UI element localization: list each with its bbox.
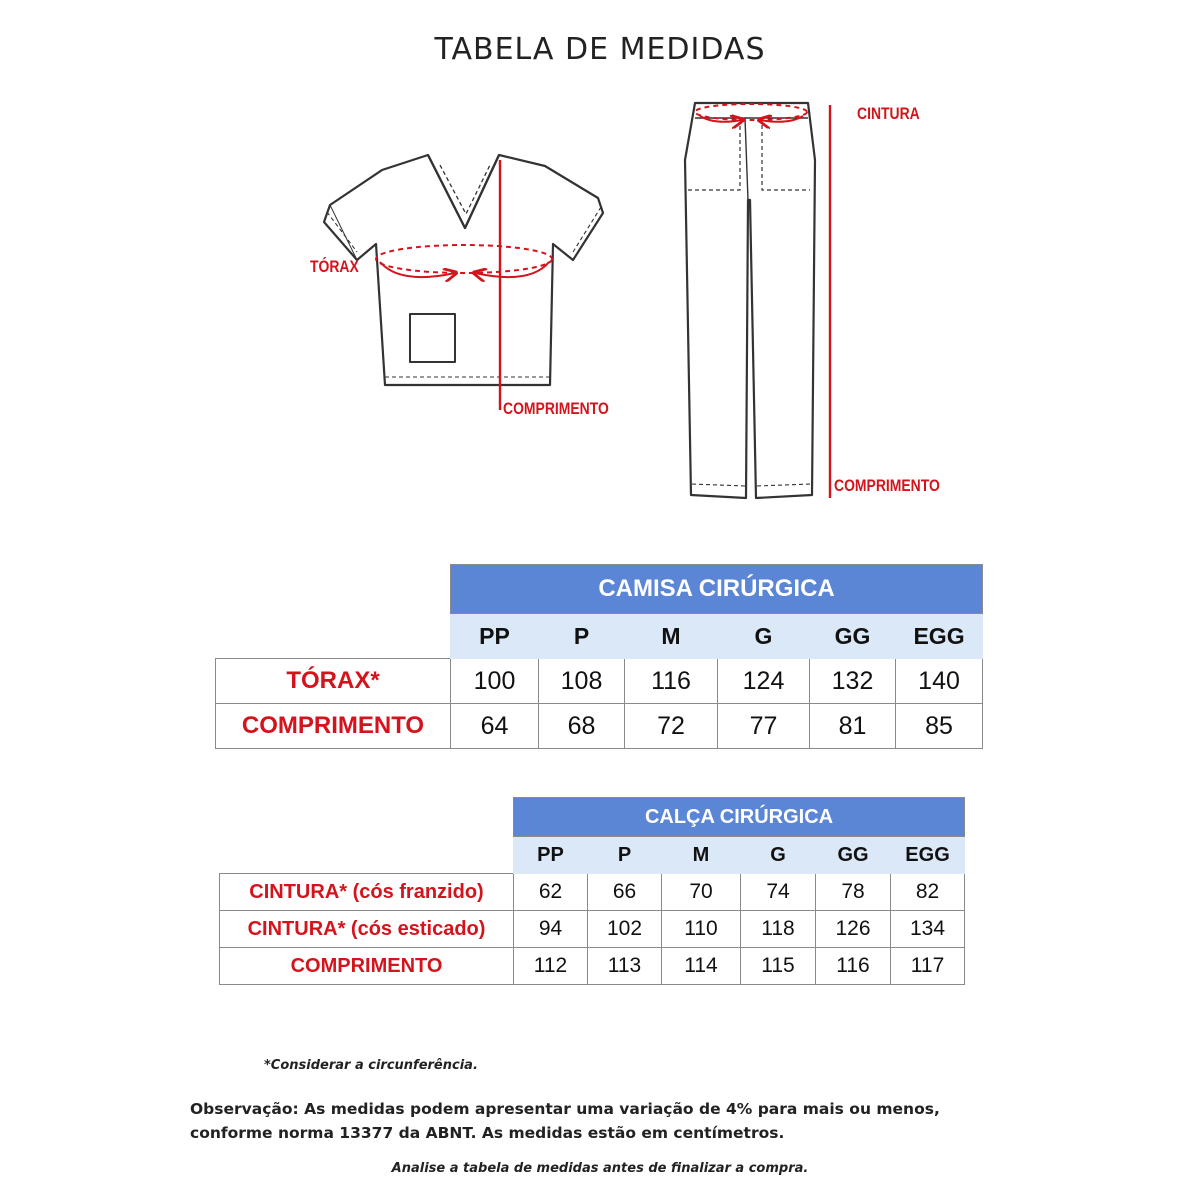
table-row: [216, 704, 983, 749]
shirt-pocket: [410, 314, 455, 362]
shirt-length-label: COMPRIMENTO: [503, 399, 609, 418]
table-cell: 112: [514, 948, 588, 985]
table-cell: 134: [891, 911, 965, 948]
table-cell: 62: [514, 874, 588, 911]
table-cell: 70: [662, 874, 741, 911]
waist-label: CINTURA: [857, 104, 920, 123]
table-cell: 132: [810, 659, 896, 704]
row-label-chest: TÓRAX*: [216, 659, 451, 704]
page-title: TABELA DE MEDIDAS: [434, 32, 766, 67]
pants-size-header: EGG: [891, 837, 965, 874]
pants-table-title: CALÇA CIRÚRGICA: [514, 798, 965, 837]
table-cell: 72: [625, 704, 718, 749]
closing-note: Analise a tabela de medidas antes de finalizar a compra.: [391, 1161, 809, 1176]
row-label-length: COMPRIMENTO: [220, 948, 514, 985]
table-cell: 108: [539, 659, 625, 704]
table-cell: 116: [625, 659, 718, 704]
row-label-waist-gathered: CINTURA* (cós franzido): [220, 874, 514, 911]
table-cell: 94: [514, 911, 588, 948]
garment-illustration: [0, 0, 1200, 540]
observation-note: Observação: As medidas podem apresentar uma variação de 4% para mais ou menos, conforme norma 13377 da ABNT. As medidas estão em centímetros.: [190, 1100, 940, 1142]
pants-size-header: G: [741, 837, 816, 874]
table-cell: 74: [741, 874, 816, 911]
table-cell: 66: [588, 874, 662, 911]
shirt-size-table: [215, 564, 983, 749]
pants-size-header: PP: [514, 837, 588, 874]
footnote: *Considerar a circunferência.: [264, 1058, 478, 1073]
row-label-length: COMPRIMENTO: [216, 704, 451, 749]
table-cell: 113: [588, 948, 662, 985]
pants-size-header: M: [662, 837, 741, 874]
table-cell: 82: [891, 874, 965, 911]
table-cell: 116: [816, 948, 891, 985]
table-cell: 114: [662, 948, 741, 985]
shirt-outline: [324, 155, 603, 385]
table-cell: 126: [816, 911, 891, 948]
table-cell: 140: [896, 659, 983, 704]
table-row: [220, 948, 965, 985]
table-cell: 115: [741, 948, 816, 985]
table-cell: 118: [741, 911, 816, 948]
table-cell: 102: [588, 911, 662, 948]
table-cell: 81: [810, 704, 896, 749]
table-cell: 100: [451, 659, 539, 704]
table-cell: 77: [718, 704, 810, 749]
shirt-table-title: CAMISA CIRÚRGICA: [451, 565, 983, 614]
shirt-size-header: G: [718, 614, 810, 659]
table-row: [216, 659, 983, 704]
shirt-size-header: M: [625, 614, 718, 659]
pants-outline: [685, 103, 815, 498]
shirt-size-header: P: [539, 614, 625, 659]
table-row: [220, 911, 965, 948]
pants-size-table: [219, 797, 965, 985]
pants-length-label: COMPRIMENTO: [834, 476, 940, 495]
table-cell: 110: [662, 911, 741, 948]
table-cell: 117: [891, 948, 965, 985]
shirt-size-header: PP: [451, 614, 539, 659]
table-cell: 68: [539, 704, 625, 749]
table-cell: 78: [816, 874, 891, 911]
table-cell: 124: [718, 659, 810, 704]
table-cell: 85: [896, 704, 983, 749]
shirt-size-header: GG: [810, 614, 896, 659]
shirt-size-header: EGG: [896, 614, 983, 659]
pants-size-header: GG: [816, 837, 891, 874]
chest-label: TÓRAX: [310, 257, 359, 276]
row-label-waist-stretched: CINTURA* (cós esticado): [220, 911, 514, 948]
pants-size-header: P: [588, 837, 662, 874]
table-cell: 64: [451, 704, 539, 749]
table-row: [220, 874, 965, 911]
